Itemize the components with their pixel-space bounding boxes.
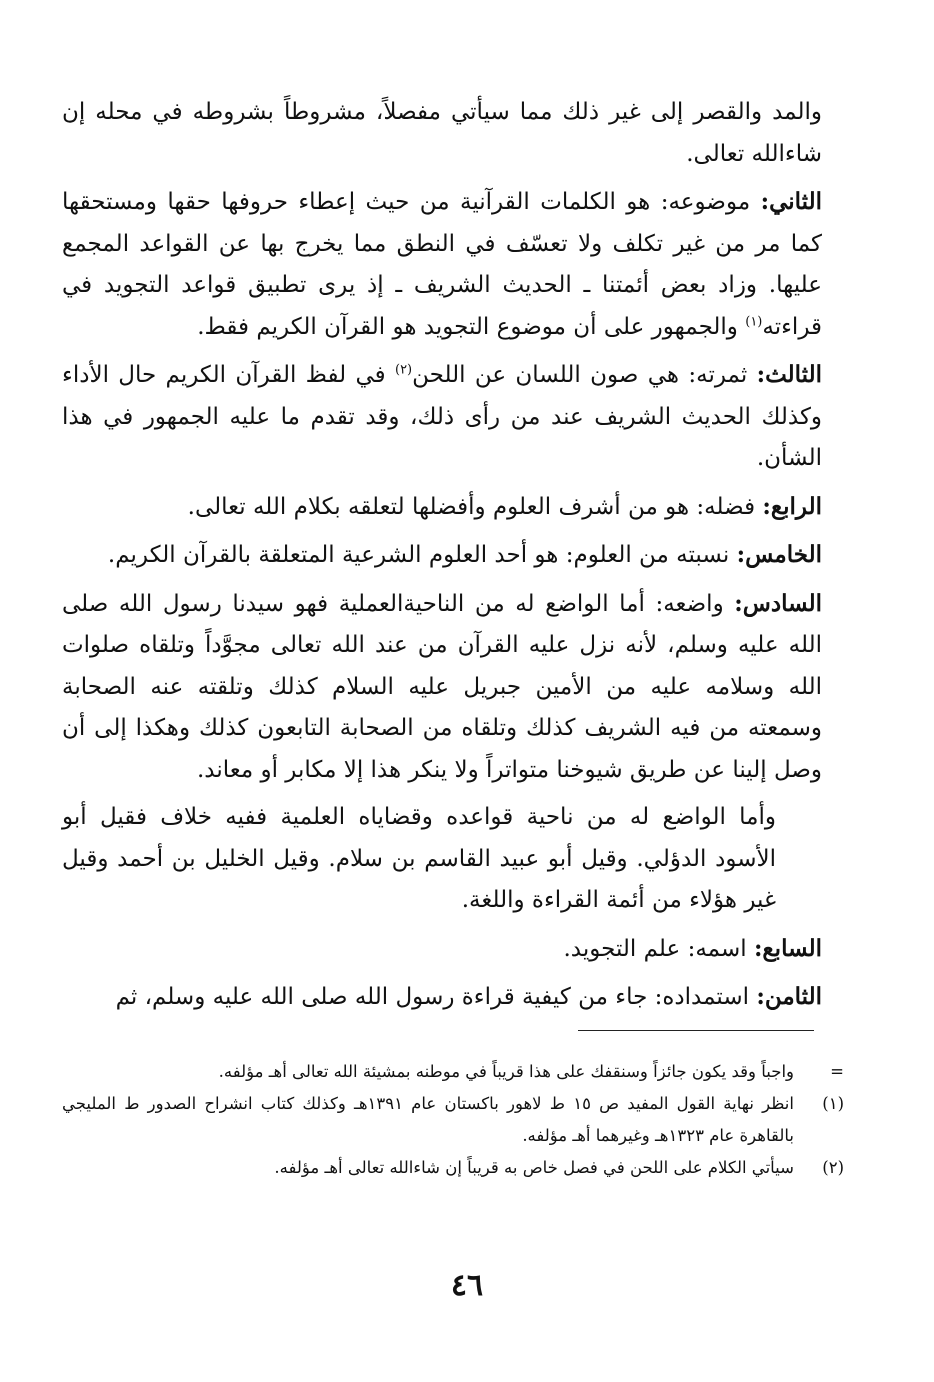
footnote-ref-2[interactable]: (٢) bbox=[394, 362, 413, 378]
page-number: ٤٦ bbox=[450, 1268, 484, 1303]
paragraph-tail: والجمهور على أن موضوع التجويد هو القرآن الكريم فقط. bbox=[197, 313, 746, 340]
section-term: السابع: bbox=[753, 934, 822, 962]
footnote-separator bbox=[578, 1030, 814, 1031]
paragraph-text: وأما الواضع له من ناحية قواعده وقضاياه العلمية ففيه خلاف فقيل أبو الأسود الدؤلي. وقيل أبو عبيد القاسم بن سلام. وقيل الخليل بن أحمد وقيل غير هؤلاء من أئمة القراءة واللغة. bbox=[62, 804, 776, 913]
footnote-1 bbox=[62, 1088, 844, 1152]
paragraph-text: فضله: هو من أشرف العلوم وأفضلها لتعلقه بكلام الله تعالى. bbox=[187, 493, 756, 520]
footnote-ref-1[interactable]: (١) bbox=[745, 313, 763, 329]
section-term: الثالث: bbox=[756, 361, 823, 388]
section-term: الرابع: bbox=[762, 492, 822, 520]
paragraph-sixth-continued bbox=[62, 797, 822, 922]
footnote-continuation bbox=[62, 1056, 844, 1088]
paragraph-seventh bbox=[62, 928, 822, 971]
section-term: السادس: bbox=[734, 589, 823, 617]
paragraph-text: اسمه: علم التجويد. bbox=[563, 935, 747, 962]
paragraph-text: استمداده: جاء من كيفية قراءة رسول الله صلى الله عليه وسلم، ثم bbox=[115, 984, 750, 1010]
paragraph-third bbox=[62, 354, 822, 480]
footnote-text: انظر نهاية القول المفيد ص ١٥ ط لاهور باكستان عام ١٣٩١هـ وكذلك كتاب انشراح الصدور ط المليجي بالقاهرة عام ١٣٢٣هـ وغيرهما أهـ مؤلفه. bbox=[62, 1094, 794, 1145]
paragraph-text: ثمرته: هي صون اللسان عن اللحن bbox=[412, 362, 748, 388]
paragraph-tail: في لفظ القرآن الكريم حال الأداء وكذلك الحديث الشريف عند من رأى ذلك، وقد تقدم ما عليه الجمهور في هذا الشأن. bbox=[62, 362, 822, 471]
paragraph-text: موضوعه: هو الكلمات القرآنية من حيث إعطاء حروفها حقها ومستحقها كما مر من غير تكلف ولا تعسّف في النطق مما يخرج بها عن القواعد المجمع عليها. وزاد بعض أئمتنا ـ الحديث الشريف ـ إذ يرى تطبيق قواعد التجويد في قراءته bbox=[62, 189, 822, 340]
footnote-mark: = bbox=[830, 1062, 844, 1081]
paragraph-eighth bbox=[62, 976, 822, 1019]
footnote-mark: (٢) bbox=[822, 1158, 844, 1177]
footnote-text: واجباً وقد يكون جائزاً وسنقفك على هذا قريباً في موطنه بمشيئة الله تعالى أهـ مؤلفه. bbox=[218, 1062, 794, 1081]
paragraph-text: واضعه: أما الواضع له من الناحيةالعملية فهو سيدنا رسول الله صلى الله عليه وسلم، لأنه نزل عليه القرآن من عند الله تعالى مجوَّداً وتلقاه صلوات الله وسلامه عليه من الأمين جبريل عليه السلام كذلك وتلقته عنه الصحابة وسمعته من فيه الشريف كذلك وتلقاه من الصحابة التابعون كذلك وهكذا إلى أن وصل إلينا عن طريق شيوخنا متواتراً ولا ينكر هذا إلا مكابر أو معاند. bbox=[62, 590, 823, 783]
footnote-mark: (١) bbox=[822, 1094, 844, 1113]
paragraph-sixth bbox=[62, 583, 822, 792]
section-term: الثامن: bbox=[756, 983, 822, 1010]
footnote-2 bbox=[62, 1152, 844, 1184]
main-text bbox=[62, 92, 822, 1025]
section-term: الثاني: bbox=[760, 188, 823, 215]
paragraph-fourth bbox=[62, 486, 822, 529]
paragraph-text: والمد والقصر إلى غير ذلك مما سيأتي مفصلاً، مشروطاً بشروطه في محله إن شاءالله تعالى. bbox=[62, 99, 822, 167]
paragraph-fifth bbox=[62, 534, 822, 577]
footnote-text: سيأتي الكلام على اللحن في فصل خاص به قريباً إن شاءالله تعالى أهـ مؤلفه. bbox=[274, 1158, 794, 1177]
section-term: الخامس: bbox=[736, 541, 822, 568]
footnotes bbox=[62, 1056, 844, 1184]
paragraph-intro bbox=[62, 92, 822, 175]
paragraph-text: نسبته من العلوم: هو أحد العلوم الشرعية المتعلقة بالقرآن الكريم. bbox=[107, 542, 730, 568]
paragraph-second bbox=[62, 181, 822, 348]
